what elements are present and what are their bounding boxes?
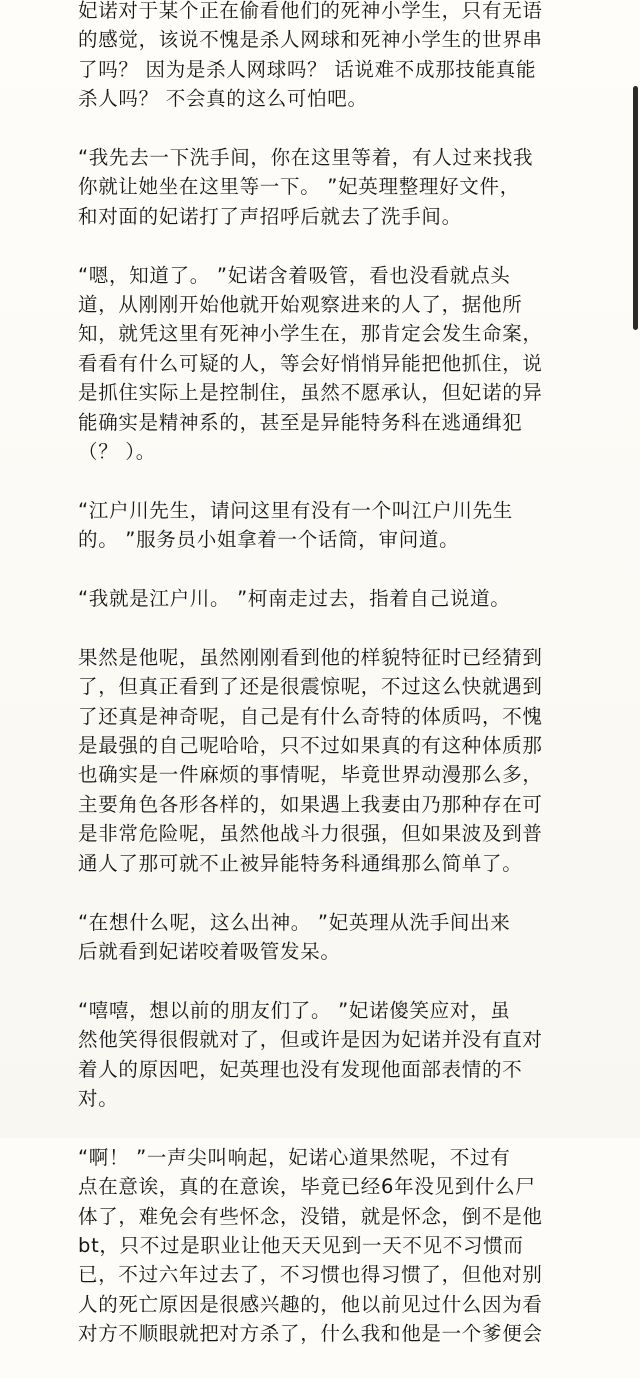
paragraph-8: “嘻嘻，想以前的朋友们了。 ”妃诺傻笑应对，虽 然他笑得很假就对了，但或许是因为妃诺并没有直对 着人的原因吧，妃英理也没有发现他面部表情的不 对。 — [78, 998, 543, 1110]
paragraph-5: “我就是江户川。 ”柯南走过去，指着自己说道。 — [78, 587, 511, 611]
paragraph-7: “在想什么呢，这么出神。 ”妃英理从洗手间出来 后就看到妃诺咬着吸管发呆。 — [78, 910, 511, 963]
paragraph-9: “啊！ ”一声尖叫响起，妃诺心道果然呢，不过有 点在意诶，真的在意诶，毕竟已经6年没见到什么尸 体了，难免会有些怀念，没错，就是怀念，倒不是他 bt，只不过是职业让他天天见到一天不见不习惯而 已，不过六年过去了，不习惯也得习惯了，但他对别 人的死亡原因是很感兴趣的，他以前见过什么因为看 对方不顺眼就把对方杀了，什么我和他是一个爹便会 — [78, 1145, 543, 1346]
vertical-scrollbar[interactable] — [632, 0, 640, 1138]
article-body — [78, 0, 570, 1378]
paragraph-4: “江户川先生，请问这里有没有一个叫江户川先生 的。 ”服务员小姐拿着一个话筒，审问道。 — [78, 498, 514, 552]
paragraph-3: “嗯，知道了。 ”妃诺含着吸管，看也没看就点头 道，从刚刚开始他就开始观察进来的人了，据他所 知，就凭这里有死神小学生在，那肯定会发生命案， 看看有什么可疑的人，等会好悄悄异能把他抓住，说 是抓住实际上是控制住，虽然不愿承认，但妃诺的异 能确实是精神系的，甚至是异能特务科在逃通缉犯 （？ ）。 — [78, 263, 543, 464]
paragraph-1: 妃诺对于某个正在偷看他们的死神小学生，只有无语 的感觉，该说不愧是杀人网球和死神小学生的世界串 了吗？ 因为是杀人网球吗？ 话说难不成那技能真能 杀人吗？ 不会真的这么可怕吧。 — [78, 0, 543, 111]
scrollbar-thumb[interactable] — [633, 86, 638, 330]
paragraph-2: “我先去一下洗手间，你在这里等着，有人过来找我 你就让她坐在这里等一下。 ”妃英理整理好文件， 和对面的妃诺打了声招呼后就去了洗手间。 — [78, 146, 534, 228]
paragraph-6: 果然是他呢，虽然刚刚看到他的样貌特征时已经猜到 了，但真正看到了还是很震惊呢，不过这么快就遇到 了还真是神奇呢，自己是有什么奇特的体质吗，不愧 是最强的自己呢哈哈，只不过如果真的有这种体质那 也确实是一件麻烦的事情呢，毕竟世界动漫那么多， 主要角色各形各样的，如果遇上我妻由乃那种存在可 是非常危险呢，虽然他战斗力很强，但如果波及到普 通人了那可就不止被异能特务科通缉那么简单了。 — [78, 645, 543, 875]
